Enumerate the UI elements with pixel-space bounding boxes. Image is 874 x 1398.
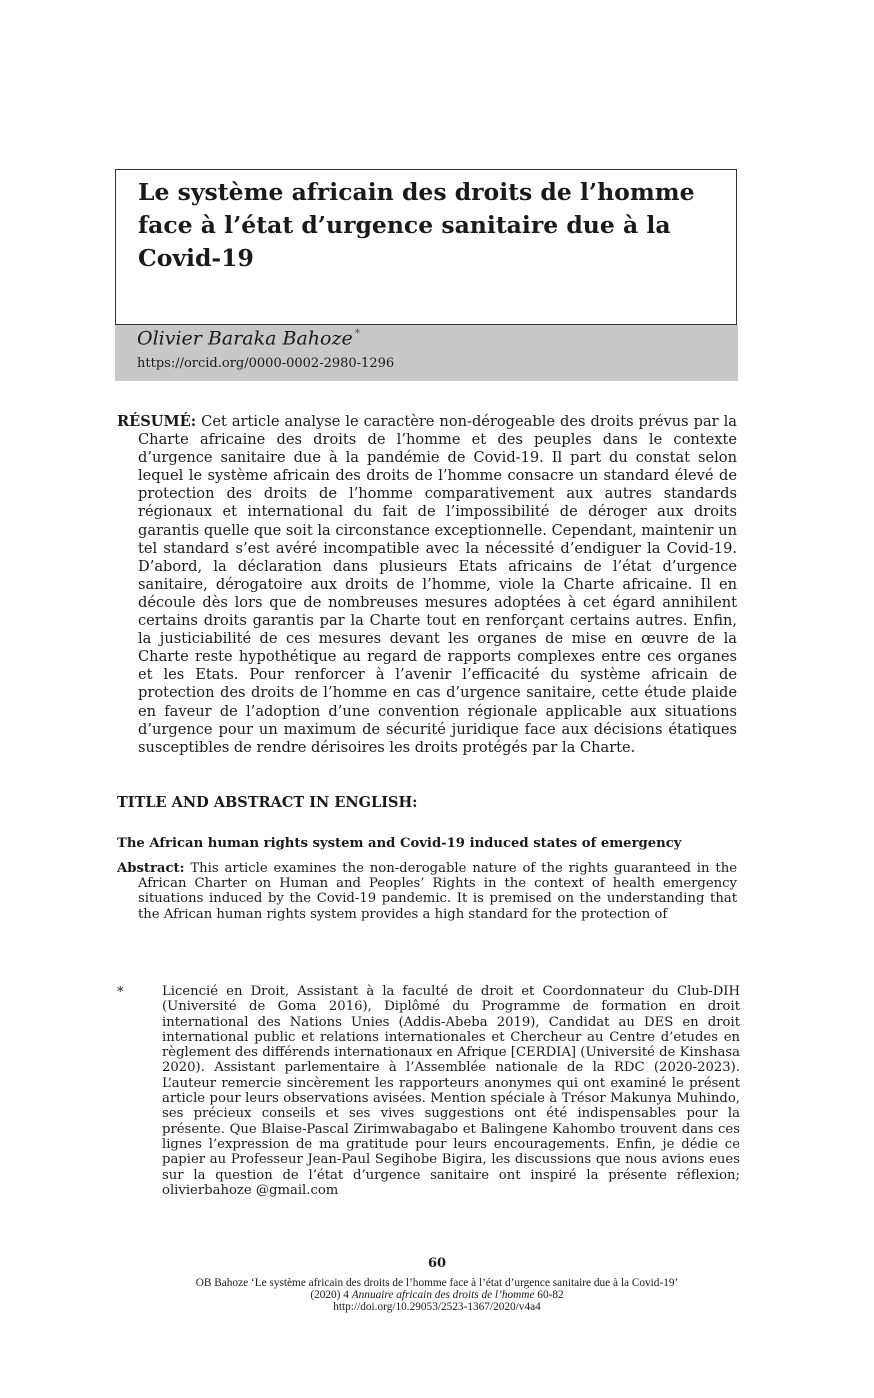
title-box bbox=[115, 169, 737, 325]
footnote-text: Licencié en Droit, Assistant à la faculté de droit et Coordonnateur du Club-DIH (Université de Goma 2016), Diplômé du Programme de formation en droit international des Nations Unies (Addis-Abeba 2019), Candidat au DES en droit international public et relations internationales et Chercheur au Centre d’etudes en règlement des différends internationaux en Afrique [CERDIA] (Université de Kinshasa 2020). Assistant parlementaire à l’Assemblée nationale de la RDC (2020-2023). L’auteur remercie sincèrement les rapporteurs anonymes qui ont examiné le présent article pour leurs observations avisées. Mention spéciale à Trésor Makunya Muhindo, ses précieux conseils et ses vives suggestions ont été indispensables pour la présente. Que Blaise-Pascal Zirimwabagabo et Balingene Kahombo trouvent dans ces lignes l’expression de ma gratitude pour leurs encouragements. Enfin, je dédie ce papier au Professeur Jean-Paul Segihobe Bigira, les discussions que nous avions eues sur la question de l’état d’urgence sanitaire ont inspiré la présente réflexion; olivierbahoze @gmail.com bbox=[162, 984, 740, 1198]
resume-text: Cet article analyse le caractère non-dérogeable des droits prévus par la Charte africaine des droits de l’homme et des peuples dans le contexte d’urgence sanitaire due à la pandémie de Covid-19. Il part du constat selon lequel le système africain des droits de l’homme consacre un standard élevé de protection des droits de l’homme comparativement aux autres standards régionaux et international du fait de l’impossibilité de déroger aux droits garantis quelle que soit la circonstance exceptionnelle. Cependant, maintenir un tel standard s’est avéré incompatible avec la nécessité d’endiguer la Covid-19. D’abord, la déclaration dans plusieurs Etats africains de l’état d’urgence sanitaire, dérogatoire aux droits de l’homme, viole la Charte africaine. Il en découle dès lors que de nombreuses mesures adoptées à cet égard annihilent certains droits garantis par la Charte tout en renforçant certains autres. Enfin, la justiciabilité de ces mesures devant les organes de mise en œuvre de la Charte reste hypothétique au regard de rapports complexes entre ces organes et les Etats. Pour renforcer à l’avenir l’efficacité du système africain de protection des droits de l’homme en cas d’urgence sanitaire, cette étude plaide en faveur de l’adoption d’une convention régionale applicable aux situations d’urgence pour un maximum de sécurité juridique face aux décisions étatiques susceptibles de rendre dérisoires les droits protégés par la Charte. bbox=[138, 413, 737, 756]
english-section-heading: TITLE AND ABSTRACT IN ENGLISH: bbox=[117, 794, 418, 811]
abstract-text: This article examines the non-derogable nature of the rights guaranteed in the African Charter on Human and Peoples’ Rights in the context of health emergency situations induced by the Covid-19 pandemic. It is premised on the understanding that the African human rights system provides a high standard for the protection of bbox=[138, 861, 737, 922]
author-name-text: Olivier Baraka Bahoze bbox=[137, 327, 353, 350]
author-footnote-mark[interactable]: * bbox=[354, 327, 361, 340]
citation-pages: 60-82 bbox=[537, 1289, 564, 1301]
article-title: Le système africain des droits de l’homme face à l’état d’urgence sanitaire due à la Covid-19 bbox=[138, 178, 695, 272]
footnote-mark: * bbox=[117, 985, 124, 1000]
journal-name: Annuaire africain des droits de l’homme bbox=[351, 1289, 535, 1301]
citation-line-1: OB Bahoze ‘Le système africain des droits de l’homme face à l’état d’urgence sanitaire due à la Covid-19’ bbox=[195, 1277, 679, 1289]
citation-prefix: (2020) 4 bbox=[310, 1289, 349, 1301]
abstract-paragraph bbox=[117, 861, 737, 922]
resume-paragraph bbox=[117, 413, 737, 757]
abstract-label: Abstract: bbox=[117, 861, 185, 876]
orcid-link[interactable]: https://orcid.org/0000-0002-2980-1296 bbox=[137, 356, 395, 371]
english-title: The African human rights system and Covid-19 induced states of emergency bbox=[117, 836, 682, 851]
resume-label: RÉSUMÉ: bbox=[117, 413, 197, 430]
citation-line-2 bbox=[100, 1289, 774, 1301]
author-box bbox=[115, 325, 738, 381]
page-number: 60 bbox=[427, 1256, 447, 1271]
doi-link[interactable]: http://doi.org/10.29053/2523-1367/2020/v4a4 bbox=[333, 1301, 541, 1313]
citation-footer bbox=[100, 1277, 774, 1313]
author-name bbox=[137, 327, 360, 349]
